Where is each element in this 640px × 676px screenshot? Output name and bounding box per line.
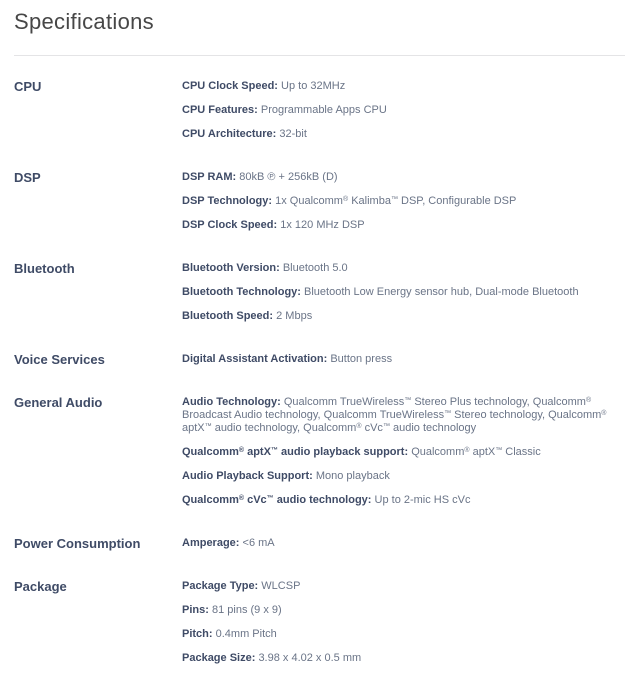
spec-category-label: Bluetooth [14,261,75,276]
spec-row [182,537,625,550]
spec-row [182,652,625,665]
spec-label: DSP RAM: [182,171,237,183]
page-title: Specifications [14,9,154,34]
spec-list [182,353,625,377]
spec-label: Pitch: [182,628,213,640]
spec-label: Package Type: [182,580,259,592]
spec-row [182,128,625,141]
spec-label: Bluetooth Technology: [182,286,301,298]
spec-label: CPU Features: [182,104,258,116]
spec-value: Bluetooth 5.0 [282,262,348,274]
title-divider [14,55,625,56]
spec-list [182,396,625,518]
spec-row [182,80,625,93]
spec-value: 32-bit [279,128,307,140]
spec-value: 1x 120 MHz DSP [280,219,365,231]
spec-row [182,580,625,593]
spec-row [182,310,625,323]
spec-label: Audio Technology: [182,396,281,408]
spec-section [14,171,625,243]
spec-category-label: Power Consumption [14,536,141,551]
spec-value: Up to 32MHz [281,80,346,92]
spec-value: Bluetooth Low Energy sensor hub, Dual-mode Bluetooth [304,286,579,298]
spec-list [182,262,625,334]
spec-list [182,171,625,243]
spec-label: Pins: [182,604,209,616]
spec-category-label: Package [14,579,67,594]
spec-category-label: DSP [14,170,41,185]
spec-row [182,262,625,275]
spec-row [182,470,625,483]
spec-category-label: Voice Services [14,352,105,367]
spec-category-label: CPU [14,79,42,94]
spec-section [14,396,625,518]
spec-row [182,604,625,617]
spec-label: Digital Assistant Activation: [182,353,328,365]
spec-row [182,104,625,117]
spec-row [182,628,625,641]
spec-label: Bluetooth Speed: [182,310,274,322]
spec-category-label: General Audio [14,395,103,410]
spec-value: 0.4mm Pitch [215,628,277,640]
spec-value: <6 mA [242,537,275,549]
spec-label: Audio Playback Support: [182,470,313,482]
spec-label: Qualcomm® cVc™ audio technology: [182,494,372,506]
spec-value: 2 Mbps [276,310,313,322]
spec-label: Package Size: [182,652,256,664]
spec-sections [14,80,625,676]
spec-value: Up to 2-mic HS cVc [374,494,471,506]
spec-row [182,353,625,366]
spec-section [14,537,625,561]
spec-section [14,353,625,377]
spec-row [182,396,625,435]
spec-label: Qualcomm® aptX™ audio playback support: [182,446,409,458]
spec-row [182,494,625,507]
spec-value: Qualcomm® aptX™ Classic [411,446,541,458]
spec-value: 1x Qualcomm® Kalimba™ DSP, Configurable DSP [275,195,517,207]
spec-label: CPU Architecture: [182,128,277,140]
spec-label: Amperage: [182,537,240,549]
spec-value: 3.98 x 4.02 x 0.5 mm [258,652,362,664]
spec-value: Qualcomm TrueWireless™ Stereo Plus technology, Qualcomm® Broadcast Audio technology, Qualcomm TrueWireless™ Stereo technology, Qualcomm® aptX™ audio technology, Qualcomm® cVc™ audio technology [182,396,607,434]
spec-label: CPU Clock Speed: [182,80,278,92]
spec-list [182,537,625,561]
spec-row [182,446,625,459]
spec-value: 80kB ℗ + 256kB (D) [239,171,338,183]
spec-label: DSP Clock Speed: [182,219,278,231]
spec-value: WLCSP [261,580,301,592]
spec-list [182,80,625,152]
spec-row [182,171,625,184]
spec-label: Bluetooth Version: [182,262,280,274]
spec-value: Programmable Apps CPU [260,104,387,116]
spec-value: Mono playback [315,470,390,482]
spec-list [182,580,625,676]
spec-label: DSP Technology: [182,195,273,207]
spec-row [182,219,625,232]
spec-value: 81 pins (9 x 9) [211,604,282,616]
spec-row [182,195,625,208]
spec-section [14,80,625,152]
spec-section [14,580,625,676]
spec-row [182,286,625,299]
spec-section [14,262,625,334]
spec-value: Button press [330,353,393,365]
